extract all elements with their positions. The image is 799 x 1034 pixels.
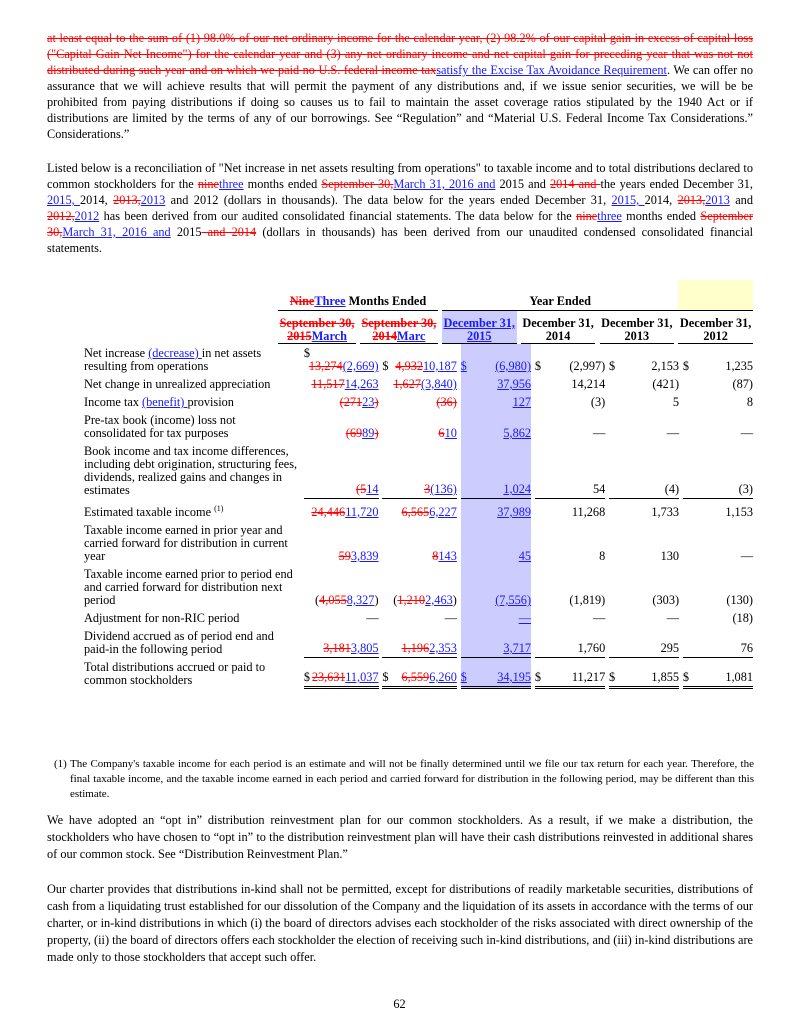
cell-c4: 54 bbox=[535, 442, 605, 499]
cell-c4: $ (2,997) bbox=[534, 359, 606, 373]
cell-c6: 8 bbox=[746, 395, 753, 409]
cell-c3: (7,556) bbox=[461, 565, 531, 609]
row-label: Dividend accrued as of period end and paid-in the following period bbox=[84, 629, 274, 657]
cell-c1: 593,839 bbox=[338, 549, 379, 564]
document-body bbox=[47, 30, 753, 256]
footnote-marker: (1) bbox=[54, 758, 67, 770]
cell-c5: 130 bbox=[660, 549, 680, 564]
table-row bbox=[47, 393, 753, 411]
cell-c3: $ (6,980) bbox=[461, 344, 531, 375]
row-label: Taxable income earned in prior year and carried forward for distribution in current year bbox=[84, 523, 288, 564]
cell-c6: (18) bbox=[732, 611, 753, 626]
cell-c5: 295 bbox=[609, 627, 679, 658]
table-row bbox=[47, 609, 753, 627]
cell-c6: $ 1,235 bbox=[682, 359, 753, 373]
cell-c1: (6989) bbox=[345, 426, 379, 440]
reconciliation-table bbox=[47, 280, 753, 689]
row-label: Estimated taxable income $^{(1)}$ bbox=[84, 504, 224, 520]
cell-c3: $ 34,195 bbox=[461, 658, 531, 689]
row-label: Net change in unrealized appreciation bbox=[84, 377, 271, 391]
cell-c3: 3,717 bbox=[461, 627, 531, 658]
col-header-5: December 31, 2013 bbox=[600, 311, 675, 344]
cell-c3: 37,989 bbox=[461, 499, 531, 521]
months-ended-header: NineThree Months Ended bbox=[278, 280, 438, 311]
cell-c3: 37,956 bbox=[461, 375, 531, 393]
cell-c4: (3) bbox=[590, 395, 606, 409]
deleted-text: at least equal to the sum of (1) 98.0% of our net ordinary income for the calendar year, (2) 98.2% of our capital gain in excess of capital loss ("Capital Gain Net Income") for the calendar year and (3) any net ordinary income and net capital gain for preceding year that was not not distributed during such year and on which we paid no U.S. federal income tax bbox=[47, 31, 753, 77]
table-row bbox=[47, 411, 753, 442]
cell-c6: 76 bbox=[683, 627, 753, 658]
intro-paragraph: at least equal to the sum of (1) 98.0% of our net ordinary income for the calendar year, (2) 98.2% of our capital gain in excess of capital loss ("Capital Gain Net Income") for the calendar year and (3) any net ordinary income and net capital gain for preceding year that was not not distributed during such year and on which we paid no U.S. federal income taxsatisfy the Excise Tax Avoidance Requirement. We can offer no assurance that we will achieve results that will permit the payment of any distributions and, if we issue senior securities, we will be be prohibited from paying distributions if doing so causes us to fail to maintain the asset coverage ratios stipulated by the 1940 Act or if distributions are limited by the terms of any of our borrowings. See “Regulation” and “Material U.S. Federal Income Tax Considerations.” Considerations.” bbox=[47, 31, 753, 141]
cell-c2: $ 6,5596,260 bbox=[382, 658, 456, 689]
cell-c1: $ 23,63111,037 bbox=[304, 658, 379, 689]
cell-c3: 127 bbox=[461, 393, 531, 411]
cell-c4: 14,214 bbox=[571, 377, 606, 391]
cell-c6: (130) bbox=[726, 593, 753, 608]
year-ended-header: Year Ended bbox=[442, 280, 678, 311]
table-row bbox=[47, 627, 753, 658]
footnote bbox=[54, 757, 754, 802]
col-header-6: December 31, 2012 bbox=[678, 311, 753, 344]
table-row bbox=[47, 499, 753, 521]
cell-c2: 1,1962,353 bbox=[382, 627, 456, 658]
cell-c2: (36) bbox=[436, 395, 457, 409]
reconciliation-paragraph: Listed below is a reconciliation of "Net increase in net assets resulting from operations" to taxable income and to total distributions declared to common stockholders for the ninethree months ended September 30,March 31, 2016 and 2015 and 2014 and the years ended December 31, 2015, 2014, 2013,2013 and 2012 (dollars in thousands). The data below for the years ended December 31, 2015, 2014, 2013,2013 and 2012,2012 has been derived from our audited consolidated financial statements. The data below for the ninethree months ended September 30,March 31, 2016 and 2015 and 2014 (dollars in thousands) has been derived from our unaudited condensed consolidated financial statements. bbox=[47, 161, 754, 255]
drip-paragraph: We have adopted an “opt in” distribution reinvestment plan for our common stockholders. As a result, if we make a distribution, the stockholders who have chosen to “opt in” to the distribution reinvestment plan will have their cash distributions reinvested in additional shares of our common stock. See “Distribution Reinvestment Plan.” bbox=[47, 813, 753, 861]
col-header-2: September 30, 2014Marc bbox=[360, 311, 438, 344]
cell-c6: — bbox=[740, 549, 753, 564]
page-number: 62 bbox=[393, 997, 406, 1011]
row-label: Pre-tax book (income) loss not consolidated for tax purposes bbox=[84, 413, 236, 440]
cell-c6: (3) bbox=[683, 442, 753, 499]
cell-c5: — bbox=[666, 426, 680, 440]
cell-c6: — bbox=[740, 426, 753, 440]
cell-c1: (514 bbox=[304, 442, 379, 499]
cell-c5: — bbox=[666, 611, 680, 626]
col-header-4: December 31, 2014 bbox=[521, 311, 596, 344]
cell-c5: 5 bbox=[672, 395, 680, 409]
cell-c1: — bbox=[366, 611, 379, 626]
cell-c2: $ 4,93210,187 bbox=[382, 359, 457, 373]
col-header-1: September 30, 2015March bbox=[278, 311, 356, 344]
row-label: Net increase (decrease) in net assets resulting from operations bbox=[84, 346, 262, 373]
cell-c4: 11,268 bbox=[571, 505, 606, 520]
cell-c3: 1,024 bbox=[461, 442, 531, 499]
cell-c4: $ 11,217 bbox=[535, 658, 605, 689]
cell-c2: 1,627(3,840) bbox=[393, 377, 457, 391]
cell-c4: — bbox=[592, 426, 606, 440]
row-label: Taxable income earned prior to period end and carried forward for distribution next period bbox=[84, 567, 293, 608]
cell-c4: — bbox=[592, 611, 606, 626]
charter-paragraph: Our charter provides that distributions in-kind shall not be permitted, except for distributions of readily marketable securities, distributions of cash from a liquidating trust established for our dissolution of the Company and the liquidation of its assets in accordance with the terms of our charter, or in-kind distributions in which (i) the board of directors advises each stockholder of the risks associated with direct ownership of the property, (ii) the board of directors offers each stockholder the election of receiving such in-kind distributions, and (iii) in-kind distributions are made only to those stockholders that accept such offer. bbox=[47, 882, 753, 964]
column-header-row bbox=[47, 311, 753, 344]
cell-c1: 3,1813,805 bbox=[304, 627, 379, 658]
table-row bbox=[47, 344, 753, 375]
group-header-row bbox=[47, 280, 753, 311]
cell-c5: $ 1,855 bbox=[609, 658, 679, 689]
cell-c3: — bbox=[461, 609, 531, 627]
row-label: Adjustment for non-RIC period bbox=[84, 611, 240, 626]
table-row bbox=[47, 658, 753, 689]
table-row bbox=[47, 565, 753, 609]
cell-c5: $ 2,153 bbox=[609, 359, 680, 373]
cell-c2: 6,5656,227 bbox=[401, 505, 457, 520]
table-row bbox=[47, 521, 753, 565]
highlight-cell bbox=[678, 280, 753, 311]
cell-c6: 1,153 bbox=[725, 505, 753, 520]
cell-c5: (303) bbox=[652, 593, 680, 608]
row-label: Income tax (benefit) provision bbox=[84, 395, 234, 409]
cell-c1: (4,0558,327) bbox=[315, 593, 379, 608]
cell-c1: 24,44611,720 bbox=[311, 505, 379, 520]
cell-c3: 45 bbox=[461, 521, 531, 565]
cell-c6: $ 1,081 bbox=[683, 658, 753, 689]
cell-c4: 1,760 bbox=[535, 627, 605, 658]
cell-c2: 3(136) bbox=[382, 442, 456, 499]
cell-c5: (4) bbox=[609, 442, 679, 499]
cell-c6: (87) bbox=[732, 377, 753, 391]
cell-c4: 8 bbox=[599, 549, 606, 564]
cell-c2: (1,2102,463) bbox=[393, 593, 457, 608]
table-body bbox=[47, 344, 753, 689]
footnote-text: The Company's taxable income for each period is an estimate and will not be finally determined until we file our tax return for each year. Therefore, the final taxable income, and the taxable income earned in each period and carried forward for distribution in the following period, may be different than this estimate. bbox=[70, 758, 754, 800]
col-header-3: December 31, 2015 bbox=[442, 311, 517, 344]
row-label: Total distributions accrued or paid to common stockholders bbox=[84, 660, 266, 688]
cell-c2: 610 bbox=[438, 426, 457, 440]
row-label: Book income and tax income differences, including debt origination, structuring fees, dividends, realized gains and changes in estimates bbox=[84, 444, 298, 497]
cell-c5: 1,733 bbox=[651, 505, 680, 520]
cell-c2: 8143 bbox=[432, 549, 457, 564]
cell-c2: — bbox=[444, 611, 457, 626]
cell-c1: 11,51714,263 bbox=[311, 377, 379, 391]
table-row bbox=[47, 375, 753, 393]
table-row bbox=[47, 442, 753, 499]
inserted-link[interactable]: satisfy the Excise Tax Avoidance Requirement bbox=[436, 63, 667, 77]
closing-section bbox=[47, 812, 753, 966]
cell-c1: $ 13,274(2,669) bbox=[303, 346, 379, 373]
cell-c1: (27123) bbox=[339, 395, 379, 409]
cell-c3: 5,862 bbox=[461, 411, 531, 442]
cell-c5: (421) bbox=[652, 377, 680, 391]
cell-c4: (1,819) bbox=[569, 593, 606, 608]
